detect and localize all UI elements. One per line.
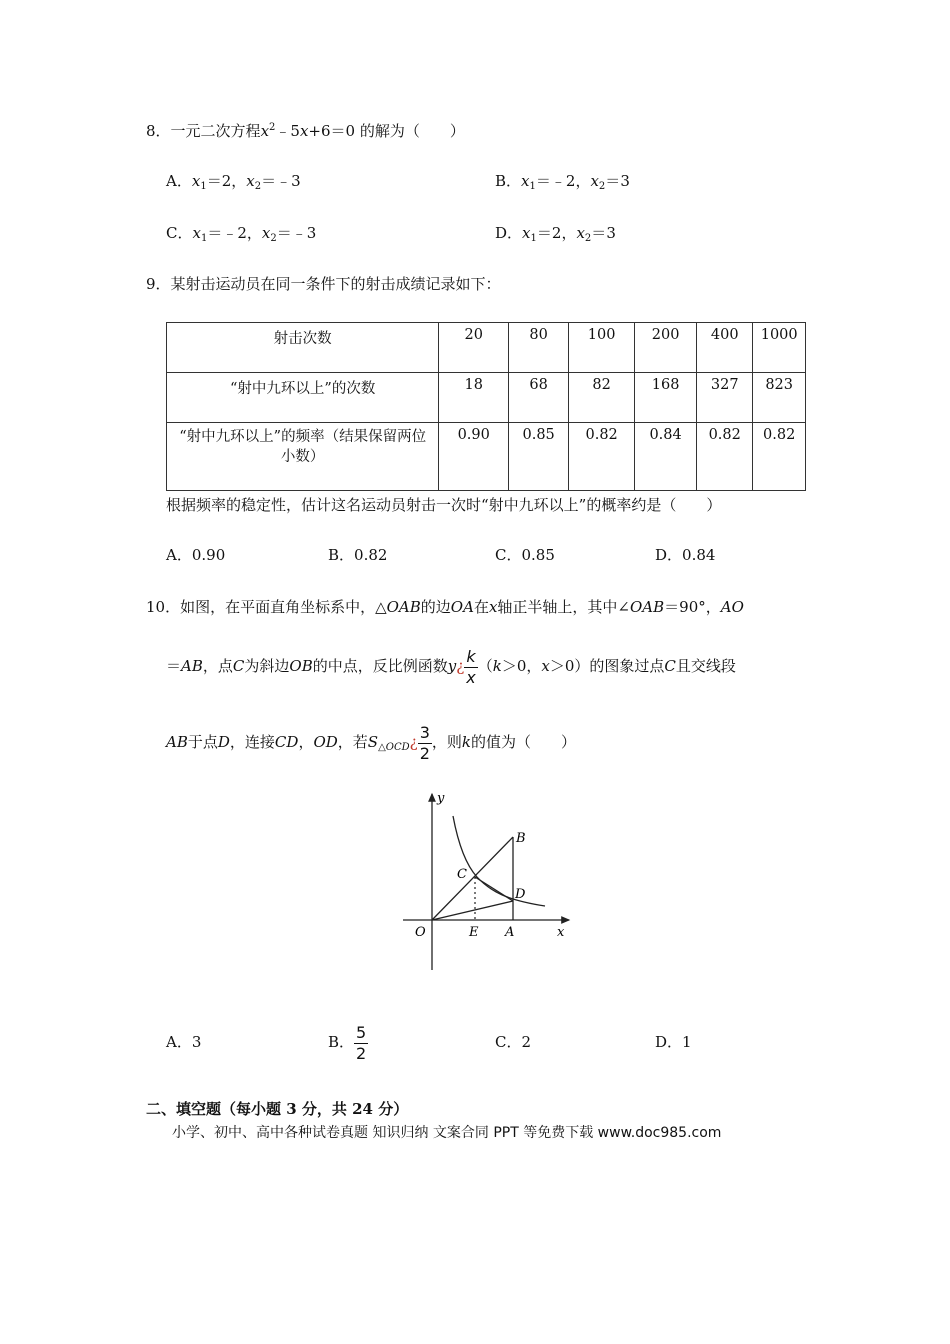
cell-freq: 0.82 xyxy=(569,423,635,491)
q8-option-a: A．$x_1=2$，$x_2=﹣3$ xyxy=(166,172,301,192)
q10-option-d: D．1 xyxy=(655,1033,692,1051)
cell-hits: 168 xyxy=(635,373,697,423)
cell-shots: 20 xyxy=(439,323,509,373)
shooting-record-table xyxy=(166,322,806,491)
row-header-shots: 射击次数 xyxy=(167,323,439,373)
page-footer: 小学、初中、高中各种试卷真题 知识归纳 文案合同 PPT 等免费下载 www.doc985.com xyxy=(172,1125,722,1141)
cell-shots: 1000 xyxy=(753,323,806,373)
label-o: O xyxy=(415,925,426,940)
cell-hits: 18 xyxy=(439,373,509,423)
q10-option-a: A．3 xyxy=(166,1033,202,1051)
q8-option-b: B．$x_1=﹣2$，$x_2=3$ xyxy=(495,172,630,192)
cell-hits: 68 xyxy=(509,373,569,423)
q10-line1: 10．如图，在平面直角坐标系中，△OAB的边OA在x轴正半轴上，其中∠OAB＝90°，AO xyxy=(146,598,744,616)
q9-option-d: D．0.84 xyxy=(655,546,716,564)
table-row xyxy=(167,373,806,423)
q10-option-c: C．2 xyxy=(495,1033,532,1051)
label-b: B xyxy=(516,831,526,846)
q10-option-b: B． $\frac{5}{2}$ xyxy=(328,1022,367,1063)
row-header-freq: “射中九环以上”的频率（结果保留两位小数） xyxy=(167,423,439,491)
label-a: A xyxy=(505,925,515,940)
fraction-k-over-x: $\frac{k}{x}$ xyxy=(466,646,476,687)
row-header-hits: “射中九环以上”的次数 xyxy=(167,373,439,423)
label-x: x xyxy=(557,925,565,940)
q9-option-c: C．0.85 xyxy=(495,546,555,564)
label-d: D xyxy=(515,887,526,902)
table-row xyxy=(167,323,806,373)
segment-ob xyxy=(432,837,513,920)
cell-hits: 823 xyxy=(753,373,806,423)
q10-coordinate-figure xyxy=(395,786,585,976)
cell-shots: 100 xyxy=(569,323,635,373)
q9-option-a: A．0.90 xyxy=(166,546,226,564)
cell-freq: 0.84 xyxy=(635,423,697,491)
label-e: E xyxy=(469,925,479,940)
section-two-heading: 二、填空题（每小题 3 分，共 24 分） xyxy=(146,1100,409,1118)
fraction-5-over-2: $\frac{5}{2}$ xyxy=(356,1022,367,1063)
q9-stem: 9．某射击运动员在同一条件下的射击成绩记录如下： xyxy=(146,275,501,293)
q8-option-d: D．$x_1=2$，$x_2=3$ xyxy=(495,224,616,244)
cell-hits: 82 xyxy=(569,373,635,423)
q8-option-c: C．$x_1=﹣2$，$x_2=﹣3$ xyxy=(166,224,317,244)
q10-line3: AB于点D，连接CD，OD，若$S_{\triangle OCD}¿$ $\frac{3}{2}$ ，则k的值为（ ） xyxy=(166,722,576,763)
cell-freq: 0.85 xyxy=(509,423,569,491)
label-c: C xyxy=(457,867,467,882)
fraction-3-over-2: $\frac{3}{2}$ xyxy=(419,722,430,763)
segment-cd xyxy=(475,877,513,901)
q9-option-b: B．0.82 xyxy=(328,546,388,564)
label-y: y xyxy=(437,791,445,806)
cell-hits: 327 xyxy=(697,373,753,423)
cell-shots: 200 xyxy=(635,323,697,373)
cell-freq: 0.90 xyxy=(439,423,509,491)
cell-shots: 400 xyxy=(697,323,753,373)
cell-shots: 80 xyxy=(509,323,569,373)
q10-line2: ＝AB，点C为斜边OB的中点，反比例函数y¿ $\frac{k}{x}$ （k＞0，x＞0）的图象过点C且交线段 xyxy=(166,646,736,687)
cell-freq: 0.82 xyxy=(697,423,753,491)
q9-question: 根据频率的稳定性，估计这名运动员射击一次时“射中九环以上”的概率约是（ ） xyxy=(166,496,722,514)
segment-od xyxy=(432,901,513,920)
cell-freq: 0.82 xyxy=(753,423,806,491)
q8-stem: 8．一元二次方程$x^2﹣5x+6=0$ 的解为（ ） xyxy=(146,122,465,140)
table-row xyxy=(167,423,806,491)
